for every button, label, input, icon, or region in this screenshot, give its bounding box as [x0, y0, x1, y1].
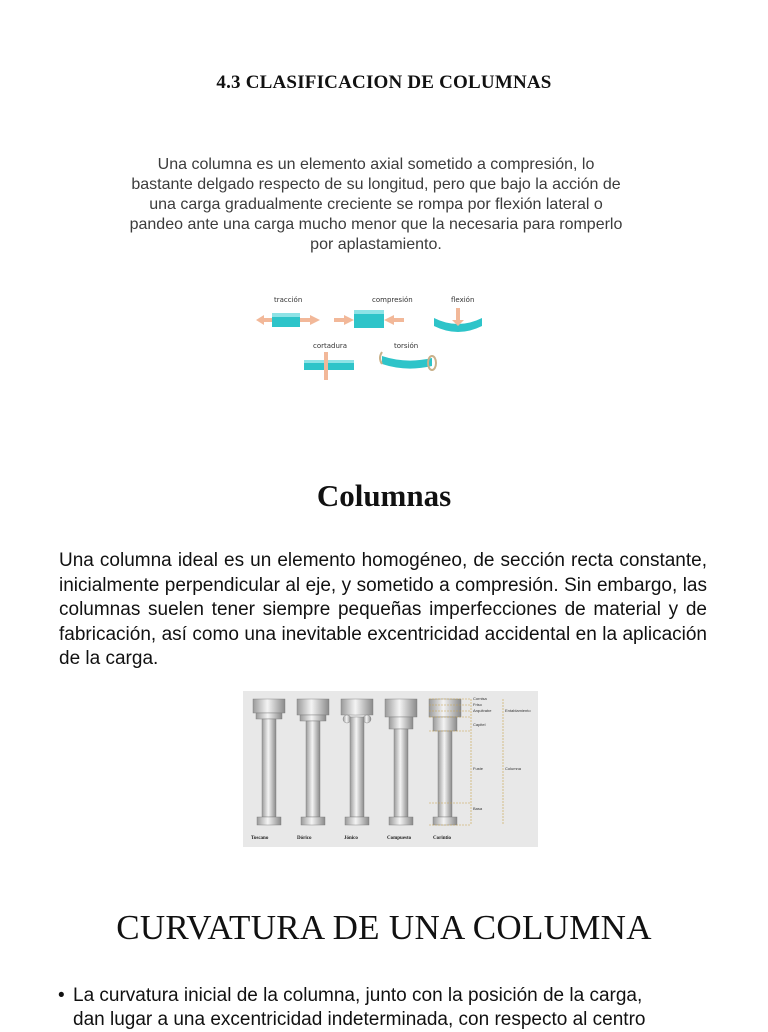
label-torsion: torsión [394, 342, 419, 350]
stress-types-figure [248, 290, 488, 382]
shear-icon [304, 352, 354, 380]
caption-dorico: Dórico [297, 836, 312, 841]
annotation-fuste: Fuste [473, 766, 484, 771]
columnas-heading: Columnas [316, 478, 452, 513]
annotation-arquitrabe: Arquitrabe [473, 708, 492, 713]
caption-corintio: Corintio [433, 836, 452, 841]
label-traccion: tracción [274, 296, 303, 304]
label-flexion: flexión [451, 296, 475, 304]
bullet-line: dan lugar a una excentricidad indeterminada, con respecto al centro [73, 1009, 646, 1030]
intro-line: bastante delgado respecto de su longitud, pero que bajo la acción de [131, 176, 621, 193]
label-compresion: compresión [372, 296, 413, 304]
intro-line: por aplastamiento. [310, 236, 442, 253]
annotation-friso: Friso [473, 702, 482, 707]
intro-line: una carga gradualmente creciente se rompa por flexión lateral o [149, 196, 603, 213]
annotation-entablamiento: Entablamiento [505, 708, 531, 713]
caption-compuesto: Compuesto [387, 836, 412, 841]
intro-paragraph [90, 155, 662, 255]
annotation-basa: Basa [473, 806, 483, 811]
annotation-columna: Columna [505, 766, 522, 771]
intro-line: Una columna es un elemento axial sometido a compresión, lo [157, 156, 595, 173]
column-dorico [297, 699, 329, 825]
column-toscano [253, 699, 285, 825]
intro-line: pandeo ante una carga mucho menor que la necesaria para romperlo [129, 216, 623, 233]
traction-icon [256, 313, 320, 327]
stress-drawings [248, 290, 488, 382]
annotation-cornisa: Cornisa [473, 696, 487, 701]
bullet-marker: • [58, 985, 65, 1006]
bullet-text [73, 984, 713, 1032]
column-orders-figure [243, 691, 538, 847]
label-cortadura: cortadura [313, 342, 348, 350]
column-orders-drawing [243, 691, 538, 847]
torsion-icon [380, 352, 436, 370]
curvatura-heading: CURVATURA DE UNA COLUMNA [116, 908, 652, 947]
columnas-paragraph: Una columna ideal es un elemento homogéneo, de sección recta constante, inicialmente perpendicular al eje, y sometido a compresión. Sin embargo, las columnas suelen tener siempre pequeñas imperfecciones de material y de fabricación, así como una inevitable excentricidad accidental en la aplicación de la carga. [59, 550, 707, 669]
compression-icon [334, 310, 404, 328]
column-jonico [341, 699, 373, 825]
annotation-capitel: Capitel [473, 722, 486, 727]
bending-icon [434, 308, 482, 332]
column-compuesto [385, 699, 417, 825]
caption-jonico: Jónico [344, 836, 358, 841]
section-title: 4.3 CLASIFICACION DE COLUMNAS [216, 72, 552, 93]
caption-toscano: Toscano [251, 836, 269, 841]
column-corintio [429, 699, 461, 825]
bullet-line: La curvatura inicial de la columna, junto con la posición de la carga, [73, 985, 643, 1006]
